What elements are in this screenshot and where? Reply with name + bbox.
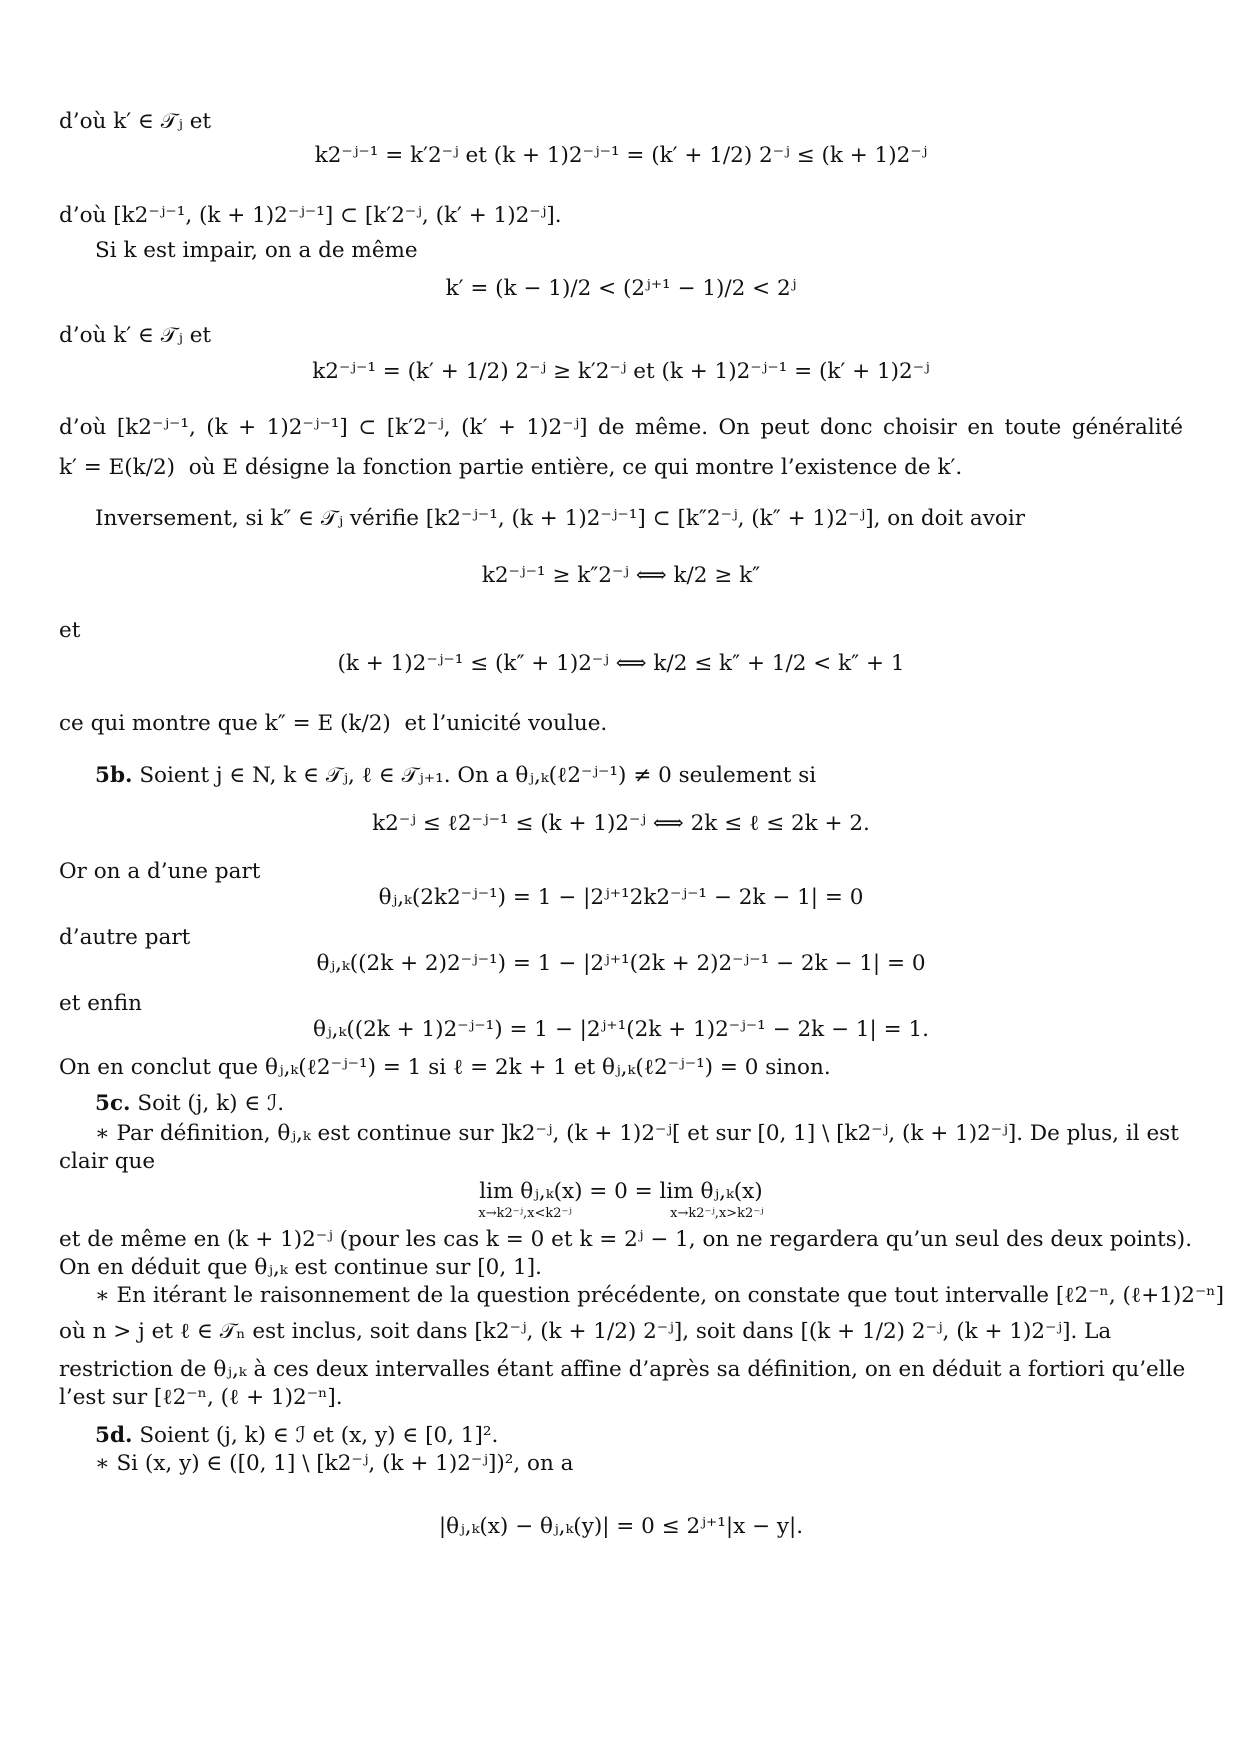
- limit-subscript-right: x→k2⁻ʲ,x>k2⁻ʲ: [670, 1206, 764, 1221]
- equation-inline: [(k + 1/2) 2⁻ʲ, (k + 1)2⁻ʲ]: [800, 1319, 1071, 1344]
- text-span: Soient (j, k) ∈ ℐ et (x, y) ∈ [0, 1]².: [139, 1423, 499, 1448]
- equation: k2⁻ʲ⁻¹ = (k′ + 1/2) 2⁻ʲ ≥ k′2⁻ʲ et (k + 1)2⁻ʲ⁻¹ = (k′ + 1)2⁻ʲ: [312, 359, 930, 384]
- text-span: Soit (j, k) ∈ ℐ.: [137, 1091, 285, 1116]
- text-line: [95, 762, 1183, 790]
- text-line: On en conclut que θⱼ,ₖ(ℓ2⁻ʲ⁻¹) = 1 si ℓ = 2k + 1 et θⱼ,ₖ(ℓ2⁻ʲ⁻¹) = 0 sinon.: [59, 1055, 831, 1080]
- text-span: et l’unicité voulue.: [404, 711, 608, 736]
- text-line: Or on a d’une part: [59, 859, 261, 884]
- text-line: ∗ Par définition, θⱼ,ₖ est continue sur ]k2⁻ʲ, (k + 1)2⁻ʲ[ et sur [0, 1] \ [k2⁻ʲ, (k + 1)2⁻ʲ]. De plus, il est: [95, 1121, 1179, 1146]
- text-line: [95, 1090, 1183, 1118]
- text-span: ce qui montre que k″ = E: [59, 711, 334, 736]
- text-line: restriction de θⱼ,ₖ à ces deux intervalles étant affine d’après sa définition, on en déduit a fortiori qu’elle: [59, 1357, 1186, 1382]
- section-label: 5d.: [95, 1423, 133, 1448]
- equation: θⱼ,ₖ(2k2⁻ʲ⁻¹) = 1 − |2ʲ⁺¹2k2⁻ʲ⁻¹ − 2k − 1| = 0: [378, 885, 864, 910]
- text-line: ∗ Si (x, y) ∈ ([0, 1] \ [k2⁻ʲ, (k + 1)2⁻ʲ])², on a: [95, 1451, 574, 1476]
- text-line: [59, 454, 1183, 482]
- text-line: d’autre part: [59, 925, 191, 950]
- text-line: et de même en (k + 1)2⁻ʲ (pour les cas k = 0 et k = 2ʲ − 1, on ne regardera qu’un seul des deux points).: [59, 1227, 1193, 1252]
- text-line: [59, 1318, 1183, 1346]
- equation: (k + 1)2⁻ʲ⁻¹ ≤ (k″ + 1)2⁻ʲ ⟺ k/2 ≤ k″ + 1/2 < k″ + 1: [337, 651, 905, 676]
- text-line: d’où k′ ∈ 𝒯ⱼ et: [59, 109, 212, 134]
- limit-subscript-left: x→k2⁻ʲ,x<k2⁻ʲ: [478, 1206, 572, 1221]
- text-span: où E désigne la fonction partie entière, ce qui montre l’existence de k′.: [188, 455, 963, 480]
- text-line: Inversement, si k″ ∈ 𝒯ⱼ vérifie [k2⁻ʲ⁻¹, (k + 1)2⁻ʲ⁻¹] ⊂ [k″2⁻ʲ, (k″ + 1)2⁻ʲ], on doit avoir: [95, 506, 1025, 531]
- equation-inline: (k/2): [340, 711, 391, 736]
- text-line: d’où [k2⁻ʲ⁻¹, (k + 1)2⁻ʲ⁻¹] ⊂ [k′2⁻ʲ, (k′ + 1)2⁻ʲ] de même. On peut donc choisir en toute généralité: [59, 415, 1183, 440]
- text-line: l’est sur [ℓ2⁻ⁿ, (ℓ + 1)2⁻ⁿ].: [59, 1385, 343, 1410]
- text-line: et: [59, 618, 81, 643]
- text-line: d’où k′ ∈ 𝒯ⱼ et: [59, 323, 212, 348]
- text-span: où n > j et ℓ ∈ 𝒯ₙ est inclus, soit dans: [59, 1319, 468, 1344]
- section-label: 5c.: [95, 1091, 131, 1116]
- text-line: [59, 710, 1183, 738]
- equation: [59, 1178, 1183, 1222]
- text-span: , soit dans: [682, 1319, 794, 1344]
- text-line: clair que: [59, 1149, 156, 1174]
- equation-inline: k′ = E(k/2): [59, 455, 176, 480]
- text-span: . La: [1070, 1319, 1112, 1344]
- equation: θⱼ,ₖ((2k + 1)2⁻ʲ⁻¹) = 1 − |2ʲ⁺¹(2k + 1)2⁻ʲ⁻¹ − 2k − 1| = 1.: [313, 1017, 929, 1042]
- equation-text: lim θⱼ,ₖ(x) = 0 = lim θⱼ,ₖ(x): [479, 1179, 763, 1204]
- text-line: Si k est impair, on a de même: [95, 238, 418, 263]
- text-line: On en déduit que θⱼ,ₖ est continue sur [0, 1].: [59, 1255, 542, 1280]
- equation-inline: [k2⁻ʲ, (k + 1/2) 2⁻ʲ]: [474, 1319, 683, 1344]
- equation: k2⁻ʲ⁻¹ = k′2⁻ʲ et (k + 1)2⁻ʲ⁻¹ = (k′ + 1/2) 2⁻ʲ ≤ (k + 1)2⁻ʲ: [314, 143, 928, 168]
- equation: k2⁻ʲ⁻¹ ≥ k″2⁻ʲ ⟺ k/2 ≥ k″: [481, 563, 761, 588]
- equation: k′ = (k − 1)/2 < (2ʲ⁺¹ − 1)/2 < 2ʲ: [445, 276, 797, 301]
- text-span: Soient j ∈ N, k ∈ 𝒯ⱼ, ℓ ∈ 𝒯ⱼ₊₁. On a θⱼ,ₖ(ℓ2⁻ʲ⁻¹) ≠ 0 seulement si: [139, 763, 817, 788]
- equation: |θⱼ,ₖ(x) − θⱼ,ₖ(y)| = 0 ≤ 2ʲ⁺¹|x − y|.: [438, 1514, 804, 1539]
- text-line: [95, 1422, 1183, 1450]
- text-line: d’où [k2⁻ʲ⁻¹, (k + 1)2⁻ʲ⁻¹] ⊂ [k′2⁻ʲ, (k′ + 1)2⁻ʲ].: [59, 203, 562, 228]
- text-line: et enfin: [59, 991, 142, 1016]
- equation: k2⁻ʲ ≤ ℓ2⁻ʲ⁻¹ ≤ (k + 1)2⁻ʲ ⟺ 2k ≤ ℓ ≤ 2k + 2.: [372, 811, 870, 836]
- text-line: ∗ En itérant le raisonnement de la question précédente, on constate que tout intervalle [ℓ2⁻ⁿ, (ℓ+1)2⁻ⁿ]: [95, 1283, 1224, 1308]
- section-label: 5b.: [95, 763, 133, 788]
- equation: θⱼ,ₖ((2k + 2)2⁻ʲ⁻¹) = 1 − |2ʲ⁺¹(2k + 2)2⁻ʲ⁻¹ − 2k − 1| = 0: [316, 951, 926, 976]
